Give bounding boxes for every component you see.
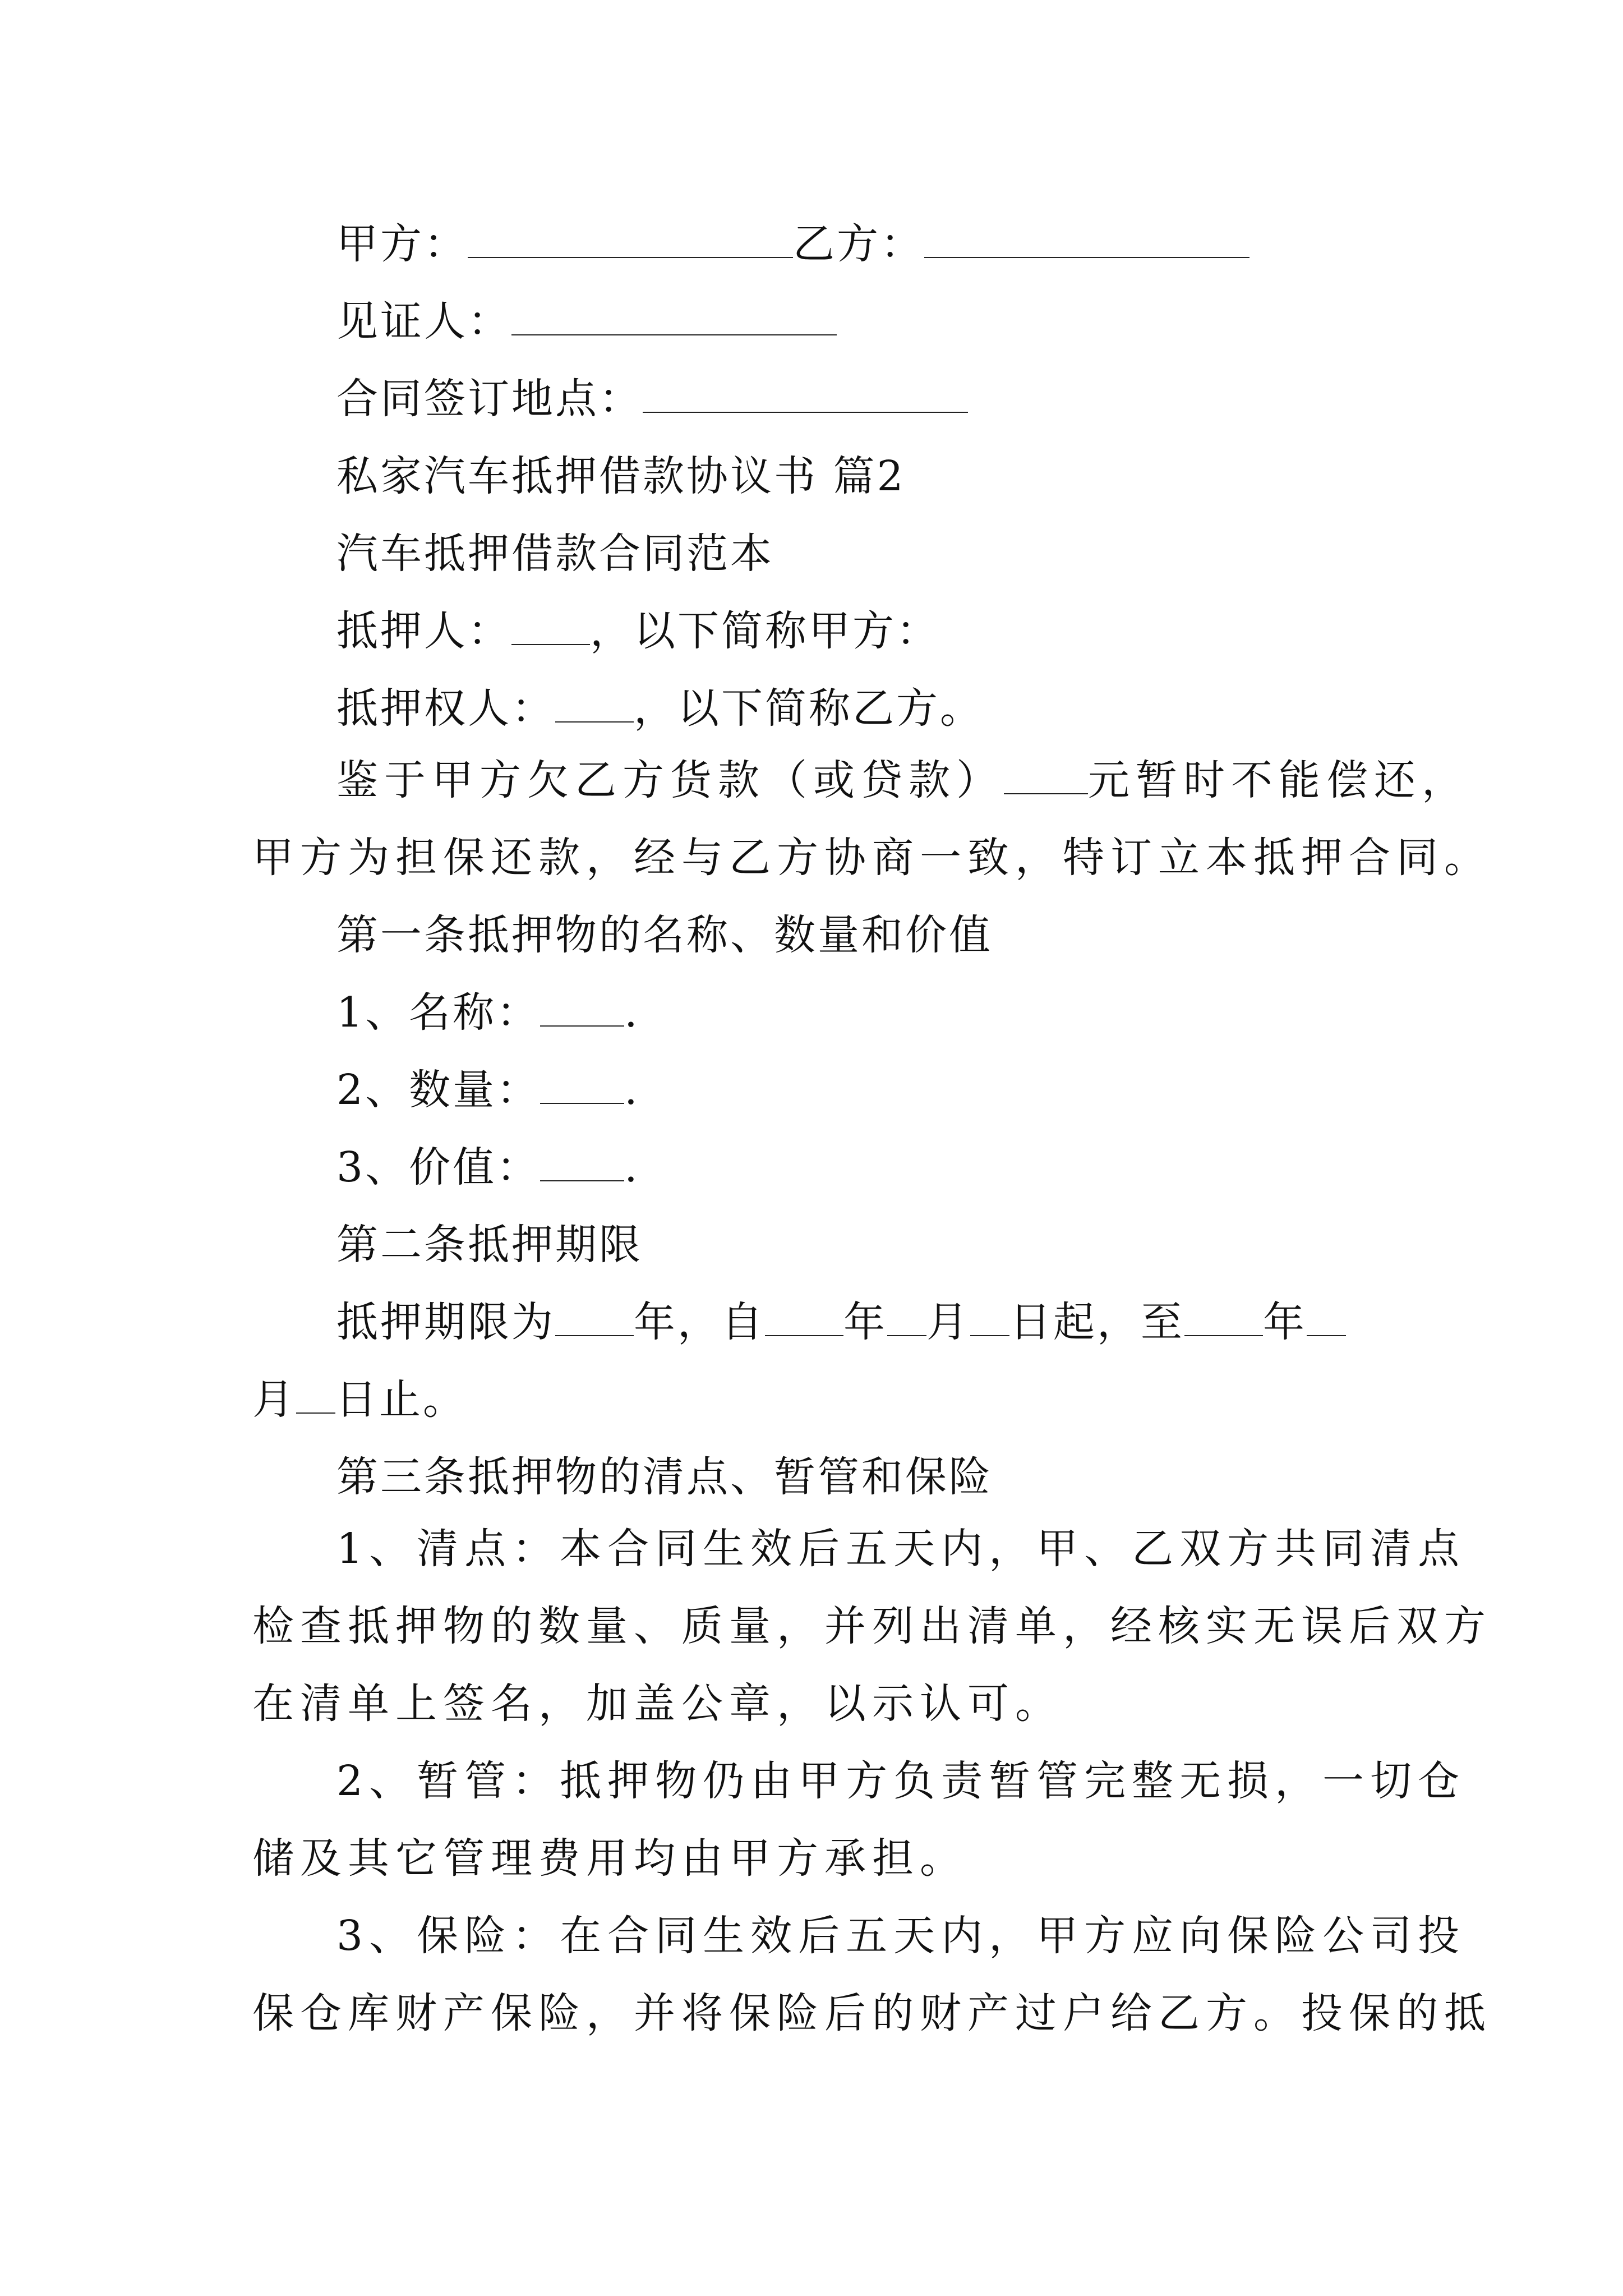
- article3-p2-line-2: 储及其它管理费用均由甲方承担。: [252, 1834, 967, 1883]
- mortgagor-blank: [511, 610, 590, 645]
- mortgagor-label: 抵押人：: [336, 607, 511, 655]
- preamble-line-2: 甲方为担保还款，经与乙方协商一致，特订立本抵押合同。: [252, 834, 1492, 882]
- article3-p1-line-3: 在清单上签名，加盖公章，以示认可。: [252, 1680, 1063, 1728]
- term-text: 年，自: [634, 1298, 765, 1346]
- term-years-blank: [555, 1301, 634, 1336]
- party-b-blank: [924, 223, 1249, 258]
- start-month-blank: [887, 1301, 926, 1336]
- contract-title: 汽车抵押借款合同范本: [336, 530, 774, 578]
- mortgagee-line: [336, 680, 984, 737]
- mortgagee-label: 抵押权人：: [336, 684, 555, 733]
- party-a-blank: [468, 223, 793, 258]
- party-b-label: 乙方：: [793, 220, 924, 268]
- witness-blank: [511, 301, 837, 335]
- term-text: 日止。: [335, 1375, 467, 1424]
- item-label: 1、名称：: [336, 988, 541, 1037]
- end-day-blank: [296, 1379, 335, 1414]
- article3-p3-line-2: 保仓库财产保险，并将保险后的财产过户给乙方。投保的抵: [252, 1989, 1492, 2037]
- item-label: 2、数量：: [336, 1066, 541, 1114]
- term-text: 抵押期限为: [336, 1298, 555, 1346]
- item-end: .: [624, 988, 640, 1037]
- mortgagee-suffix: ，以下简称乙方。: [634, 684, 984, 733]
- value-blank: [540, 1147, 624, 1181]
- quantity-blank: [540, 1069, 624, 1104]
- start-day-blank: [970, 1301, 1009, 1336]
- article1-item-value: [336, 1139, 640, 1195]
- end-month-blank: [1307, 1301, 1346, 1336]
- term-text: 年: [843, 1298, 887, 1346]
- article3-p1-line-2: 检查抵押物的数量、质量，并列出清单，经核实无误后双方: [252, 1602, 1492, 1650]
- article2-line-1: [336, 1294, 1346, 1350]
- term-text: 月: [252, 1375, 296, 1424]
- item-end: .: [624, 1066, 640, 1114]
- article1-title: 第一条抵押物的名称、数量和价值: [336, 911, 993, 959]
- term-text: 年: [1263, 1298, 1307, 1346]
- article3-p3-line-1: 3、保险：在合同生效后五天内，甲方应向保险公司投: [336, 1912, 1466, 1960]
- preamble-text: 鉴于甲方欠乙方货款（或贷款）: [336, 756, 1004, 804]
- term-text: 月: [926, 1298, 970, 1346]
- place-blank: [643, 378, 968, 413]
- article2-line-2: [252, 1372, 467, 1428]
- mortgagee-blank: [555, 688, 634, 723]
- preamble-text: 元暂时不能偿还，: [1088, 756, 1469, 804]
- signature-line-witness: [336, 293, 837, 349]
- article2-title: 第二条抵押期限: [336, 1221, 643, 1269]
- place-label: 合同签订地点：: [336, 375, 643, 423]
- mortgagor-suffix: ，以下简称甲方：: [590, 607, 940, 655]
- article1-item-name: [336, 984, 640, 1041]
- amount-blank: [1004, 760, 1088, 794]
- item-end: .: [624, 1143, 640, 1191]
- witness-label: 见证人：: [336, 297, 511, 346]
- preamble-line-1: [336, 752, 1469, 808]
- article3-title: 第三条抵押物的清点、暂管和保险: [336, 1453, 993, 1501]
- section-title: 私家汽车抵押借款协议书 篇2: [336, 452, 906, 500]
- article3-p1-line-1: 1、清点：本合同生效后五天内，甲、乙双方共同清点: [336, 1525, 1466, 1573]
- article3-p2-line-1: 2、暂管：抵押物仍由甲方负责暂管完整无损，一切仓: [336, 1757, 1466, 1805]
- signature-line-parties: [336, 216, 1249, 272]
- item-label: 3、价值：: [336, 1143, 541, 1191]
- signature-line-place: [336, 371, 968, 427]
- article1-item-quantity: [336, 1062, 640, 1118]
- start-year-blank: [765, 1301, 843, 1336]
- party-a-label: 甲方：: [336, 220, 468, 268]
- name-blank: [540, 992, 624, 1027]
- term-text: 日起，至: [1009, 1298, 1184, 1346]
- end-year-blank: [1184, 1301, 1263, 1336]
- mortgagor-line: [336, 603, 940, 659]
